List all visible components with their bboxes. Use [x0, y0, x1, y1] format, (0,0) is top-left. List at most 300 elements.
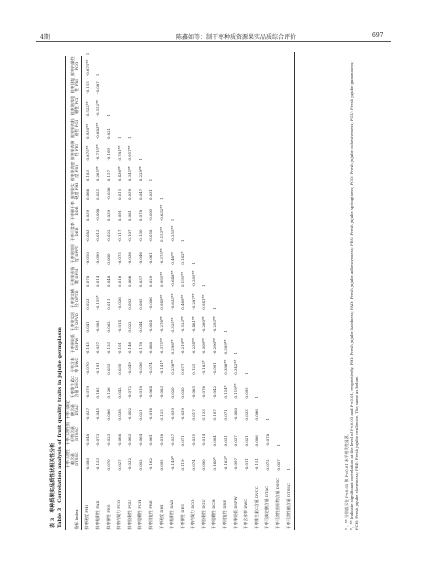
table-cell: [273, 161, 284, 182]
table-cell: -0.552**: [95, 100, 101, 117]
table-cell: [93, 52, 104, 56]
table-cell: -0.295**: [190, 270, 196, 287]
table-cell: [262, 161, 273, 182]
table-cell: [199, 94, 210, 117]
table-cell: 0.133: [201, 409, 207, 421]
table-cell: [135, 77, 146, 95]
table-cell: -0.309**: [201, 338, 207, 355]
table-cell: 0.298**: [169, 339, 175, 355]
table-cell: -0.068: [116, 433, 122, 447]
table-body: [82, 52, 295, 530]
table-cell: [230, 161, 241, 182]
table-cell: [262, 56, 273, 77]
correlation-table: [65, 52, 295, 530]
table-cell: [283, 77, 294, 95]
table-cell: [167, 140, 178, 162]
table-row: [230, 52, 241, 530]
table-cell: [103, 77, 114, 95]
table-cell: [262, 140, 273, 162]
row-label: 干枣弹性 DES: [179, 504, 185, 530]
table-cell: [220, 243, 231, 266]
table-cell: [167, 94, 178, 117]
table-cell: 1: [222, 330, 228, 333]
table-cell: -0.074: [148, 362, 154, 375]
table-cell: 0.002: [137, 459, 143, 471]
table-cell: -0.032: [127, 458, 133, 471]
header-col: 干枣可滴定酸含量 DTAC: [66, 399, 82, 421]
table-cell: -0.045: [95, 408, 101, 421]
table-cell: 0.126: [106, 387, 112, 399]
table-cell: [283, 333, 294, 355]
header-col: 干枣可溶性固形物含量 DTSSC: [66, 421, 82, 447]
table-row: [273, 52, 284, 530]
table-cell: [283, 243, 294, 266]
table-cell: 0.469**: [180, 294, 186, 310]
table-cell: [220, 182, 231, 201]
table-cell: 0.386**: [222, 359, 228, 375]
table-cell: -0.715**: [95, 144, 101, 161]
table-cell: [241, 287, 252, 310]
table-cell: [135, 52, 146, 56]
table-cell: -0.014: [201, 433, 207, 447]
table-cell: [241, 222, 252, 243]
row-label: 干枣回复性 DRE: [222, 499, 228, 530]
table-cell: [146, 140, 157, 162]
table-cell: -0.063: [127, 433, 133, 447]
table-cell: -0.061: [148, 252, 154, 265]
table-cell: [283, 56, 294, 77]
table-cell: [283, 222, 294, 243]
table-cell: [103, 56, 114, 77]
table-row: [156, 52, 167, 530]
table-row: [167, 52, 178, 530]
table-cell: [220, 52, 231, 56]
table-cell: 0.029: [148, 275, 154, 287]
table-row: [241, 52, 252, 530]
table-cell: -0.036: [106, 187, 112, 201]
table-cell: [283, 94, 294, 117]
table-row: [93, 52, 104, 530]
table-cell: [209, 94, 220, 117]
table-cell: [199, 182, 210, 201]
table-cell: [220, 77, 231, 95]
header-col: 鲜枣果肉咀嚼性 FCI: [66, 94, 82, 117]
table-cell: 1: [148, 178, 154, 182]
table-cell: [199, 243, 210, 266]
table-cell: [209, 222, 220, 243]
table-cell: -0.039: [169, 408, 175, 421]
table-cell: -0.090: [95, 252, 101, 265]
table-cell: -0.004: [148, 320, 154, 333]
table-cell: [252, 52, 263, 56]
table-cell: 0.033: [106, 363, 112, 375]
table-cell: [177, 140, 188, 162]
table-cell: [177, 161, 188, 182]
table-cell: -0.008: [95, 208, 101, 222]
table-cell: [167, 161, 178, 182]
row-label: 鲜枣弹性 FES: [105, 504, 111, 530]
table-cell: [199, 201, 210, 222]
table-cell: [273, 94, 284, 117]
table-cell: -0.145: [84, 341, 90, 355]
table-cell: [252, 201, 263, 222]
table-cell: -0.675**: [84, 59, 90, 77]
table-cell: 1: [127, 136, 133, 140]
table-cell: 0.017: [190, 409, 196, 421]
row-label: 干枣内聚力 DCO: [190, 499, 196, 530]
table-cell: 0.153**: [159, 226, 165, 243]
table-cell: 0.041: [84, 321, 90, 333]
table-cell: -0.083: [84, 229, 90, 243]
table-cell: [273, 399, 284, 421]
table-cell: [167, 117, 178, 140]
table-cell: [114, 52, 125, 56]
table-cell: 0.037: [137, 275, 143, 287]
table-cell: -0.091: [211, 362, 217, 375]
page-number: 697: [372, 32, 384, 39]
table-cell: 0.015: [116, 188, 122, 201]
table-cell: [114, 77, 125, 95]
table-cell: 0.119: [180, 459, 186, 471]
table-cell: 0.125: [190, 363, 196, 375]
table-cell: 0.030: [180, 387, 186, 399]
table-cell: -0.133: [106, 341, 112, 355]
table-cell: 1: [180, 239, 186, 243]
table-row: [177, 52, 188, 530]
table-cell: 1: [275, 443, 281, 447]
table-cell: 0.037: [233, 435, 239, 447]
table-cell: -0.064: [148, 386, 154, 399]
table-cell: [252, 222, 263, 243]
table-cell: -0.014: [116, 320, 122, 333]
table-cell: [188, 117, 199, 140]
table-cell: [241, 243, 252, 266]
table-cell: -0.293**: [211, 316, 217, 333]
table-cell: -0.375**: [159, 248, 165, 265]
table-cell: 0.071: [180, 435, 186, 447]
table-cell: [177, 117, 188, 140]
table-cell: 0.031: [222, 435, 228, 447]
table-cell: -0.130: [137, 229, 143, 243]
table-cell: [241, 182, 252, 201]
table-cell: 0.091: [116, 209, 122, 222]
table-cell: 0.004: [211, 435, 217, 447]
table-cell: [241, 333, 252, 355]
table-cell: 0.039: [84, 209, 90, 222]
table-cell: 0.007: [275, 459, 281, 471]
table-cell: [241, 94, 252, 117]
table-cell: -0.065: [190, 386, 196, 399]
table-cell: [188, 94, 199, 117]
row-label: 干枣胶黏性 DGU: [200, 499, 206, 530]
table-cell: 0.070: [106, 459, 112, 471]
table-cell: 0.002: [106, 321, 112, 333]
table-cell: 1: [264, 417, 270, 421]
table-cell: [262, 52, 273, 56]
table-cell: [273, 243, 284, 266]
table-cell: [252, 140, 263, 162]
table-cell: -0.075: [116, 252, 122, 265]
table-cell: 0.256**: [169, 359, 175, 375]
table-cell: -0.151: [254, 458, 260, 471]
table-cell: -0.149*: [169, 456, 175, 471]
table-cell: [283, 375, 294, 399]
table-cell: [230, 56, 241, 77]
table-cell: -0.633**: [169, 293, 175, 310]
table-cell: -0.375**: [159, 338, 165, 355]
table-cell: -0.048: [84, 433, 90, 447]
table-row: [220, 52, 231, 530]
table-cell: [209, 140, 220, 162]
header-col: 鲜枣内聚性 FCO: [66, 56, 82, 77]
page-header: [0, 0, 427, 40]
row-label: 鲜枣咀嚼性 FCH: [137, 499, 143, 530]
table-cell: 1: [243, 372, 249, 375]
header-col: 鲜枣果肉弹性 FEI: [66, 140, 82, 162]
header-col: 干枣可食率 DER: [66, 222, 82, 243]
table-cell: 0.125: [159, 409, 165, 421]
table-cell: -0.018: [137, 386, 143, 399]
table-cell: -0.049: [127, 362, 133, 375]
table-cell: -0.064: [137, 433, 143, 447]
table-cell: -0.178: [137, 341, 143, 355]
table-row: [135, 52, 146, 530]
table-cell: 0.021: [106, 127, 112, 140]
table-cell: [146, 52, 157, 56]
table-cell: [273, 287, 284, 310]
table-cell: [283, 287, 294, 310]
table-cell: 0.309**: [222, 339, 228, 355]
table-cell: 0.021: [137, 409, 143, 421]
row-label: 干枣硬度 DHI: [158, 504, 164, 530]
table-cell: [156, 77, 167, 95]
running-title: 陈鑫如等：制干枣种质资源果实品质综合评价: [176, 34, 297, 41]
table-cell: 0.025: [95, 188, 101, 201]
table-cell: [209, 77, 220, 95]
table-cell: [188, 140, 199, 162]
table-cell: [273, 140, 284, 162]
table-cell: [209, 117, 220, 140]
table-cell: [220, 265, 231, 287]
table-cell: -0.005: [148, 208, 154, 222]
table-cell: [262, 375, 273, 399]
row-label: 干枣维生素C含量 DVCC: [253, 486, 259, 530]
table-cell: [167, 56, 178, 77]
table-cell: 0.011: [106, 298, 112, 310]
table-header-row: [66, 52, 82, 530]
table-cell: [262, 94, 273, 117]
table-cell: [188, 52, 199, 56]
table-cell: 0.006: [254, 435, 260, 447]
table-cell: -0.146: [127, 341, 133, 355]
table-cell: [241, 56, 252, 77]
table-notes: [344, 52, 359, 530]
table-cell: [124, 52, 135, 56]
table-cell: [209, 56, 220, 77]
issue-number: 4期: [40, 34, 50, 41]
table-cell: [252, 56, 263, 77]
table-cell: 0.016: [116, 275, 122, 287]
table-cell: 0.030: [116, 363, 122, 375]
table-cell: -0.046: [137, 252, 143, 265]
table-cell: [199, 77, 210, 95]
table-cell: [209, 201, 220, 222]
table-cell: [167, 52, 178, 56]
table-cell: -0.073: [95, 433, 101, 447]
table-cell: 0.095: [159, 459, 165, 471]
table-cell: 0.522**: [84, 101, 90, 117]
table-cell: 1: [84, 52, 90, 56]
table-cell: [283, 140, 294, 162]
table-cell: [156, 161, 167, 182]
table-cell: [230, 310, 241, 333]
row-label: 干枣含水率 DWC: [243, 498, 249, 530]
table-cell: 0.038: [116, 409, 122, 421]
table-cell: [114, 94, 125, 117]
table-cell: -0.287**: [190, 293, 196, 310]
table-cell: 1: [106, 113, 112, 117]
table-cell: 0.033: [243, 409, 249, 421]
table-cell: [220, 117, 231, 140]
table-cell: 0.436**: [116, 166, 122, 182]
table-cell: [209, 243, 220, 266]
table-cell: [283, 201, 294, 222]
table-cell: [262, 77, 273, 95]
table-cell: 0.325**: [169, 317, 175, 333]
table-cell: [156, 56, 167, 77]
table-cell: -0.080: [84, 458, 90, 471]
table-cell: [167, 77, 178, 95]
table-cell: -0.097: [233, 458, 239, 471]
header-col: 干枣果形指数 DFSI: [66, 265, 82, 287]
table-cell: 0.039: [127, 188, 133, 201]
table-caption-cn: 表 3 枣种质果实品质性状相关性分析: [50, 442, 56, 528]
row-label: 干枣咀嚼性 DCH: [211, 499, 217, 530]
table-cell: 1: [254, 396, 260, 399]
table-cell: -0.072: [127, 386, 133, 399]
table-cell: [188, 56, 199, 77]
table-cell: 0.949**: [159, 294, 165, 310]
table-cell: 0.031: [148, 188, 154, 201]
table-cell: 0.078: [137, 209, 143, 222]
table-cell: 1: [233, 351, 239, 355]
table-cell: [199, 140, 210, 162]
table-cell: [262, 201, 273, 222]
table-cell: [252, 265, 263, 287]
table-cell: [241, 52, 252, 56]
table-cell: 0.781**: [116, 145, 122, 161]
table-cell: [135, 56, 146, 77]
table-cell: [252, 182, 263, 201]
table-cell: -0.183*: [201, 360, 207, 375]
header-col: 干枣维生素C含量 DVCC: [66, 375, 82, 399]
table-cell: -0.023: [106, 433, 112, 447]
table-cell: [146, 94, 157, 117]
table-cell: 0.014: [95, 275, 101, 287]
table-cell: 0.074: [190, 459, 196, 471]
table-cell: 1: [283, 447, 294, 471]
table-cell: -0.076: [201, 386, 207, 399]
table-cell: 1: [190, 262, 196, 265]
table-cell: [135, 117, 146, 140]
table-cell: [220, 56, 231, 77]
table-cell: -0.042: [211, 386, 217, 399]
table-cell: [252, 355, 263, 375]
row-label: 鲜枣内聚力 FCO: [116, 499, 122, 530]
table-cell: 1: [116, 136, 122, 140]
table-cell: [252, 310, 263, 333]
table-caption-en: Table 3 Correlation analysis of fruit quality traits in jujube germplasm: [57, 327, 63, 528]
table-cell: 0.003: [127, 298, 133, 310]
row-label: 干枣单果重 DSFW: [232, 496, 238, 530]
table-cell: [273, 375, 284, 399]
table-cell: [262, 222, 273, 243]
table-cell: -0.022: [106, 229, 112, 243]
table-cell: [273, 52, 284, 56]
table-cell: [146, 117, 157, 140]
table-cell: [273, 355, 284, 375]
table-cell: [230, 77, 241, 95]
table-cell: 0.142*: [180, 251, 186, 265]
table-cell: 0.027: [116, 459, 122, 471]
table-cell: [199, 161, 210, 182]
table-cell: -0.006: [148, 297, 154, 310]
header-col: 鲜枣回复性 FRI: [66, 77, 82, 95]
table-cell: [283, 265, 294, 287]
table-cell: 0.085: [137, 298, 143, 310]
table-cell: 0.345**: [127, 166, 133, 182]
table-cell: 1: [159, 197, 165, 201]
table-cell: [252, 77, 263, 95]
table-cell: -0.290**: [211, 338, 217, 355]
table-cell: [273, 310, 284, 333]
table-cell: 0.072: [264, 459, 270, 471]
table-cell: [177, 77, 188, 95]
table-cell: 0.020: [169, 387, 175, 399]
table-cell: [241, 77, 252, 95]
table-row: [252, 52, 263, 530]
table-cell: [273, 265, 284, 287]
table-cell: [283, 52, 294, 56]
header-col: 干枣单果重 DSFW: [66, 333, 82, 355]
table-cell: -0.083: [159, 386, 165, 399]
table-cell: [262, 117, 273, 140]
table-cell: -0.080: [233, 408, 239, 421]
table-cell: [230, 287, 241, 310]
table-cell: [199, 222, 210, 243]
table-cell: 0.086: [254, 409, 260, 421]
table-cell: [262, 310, 273, 333]
table-cell: [124, 94, 135, 117]
table-cell: [220, 287, 231, 310]
table-cell: 0.071: [222, 409, 228, 421]
table-cell: [262, 265, 273, 287]
table-cell: [188, 182, 199, 201]
table-cell: -0.117: [116, 229, 122, 243]
table-cell: 0.077: [180, 363, 186, 375]
header-col: 干枣果实纵径 DFVD: [66, 310, 82, 333]
table-cell: [273, 117, 284, 140]
table-cell: 0.46**: [169, 252, 175, 265]
table-cell: 0.160*: [211, 457, 217, 471]
table-cell: [241, 201, 252, 222]
table-cell: -0.141*: [159, 360, 165, 375]
table-cell: -0.035: [190, 433, 196, 447]
table-row: [82, 52, 93, 530]
table-cell: [146, 77, 157, 95]
table-cell: [230, 182, 241, 201]
table-cell: -0.026: [116, 297, 122, 310]
